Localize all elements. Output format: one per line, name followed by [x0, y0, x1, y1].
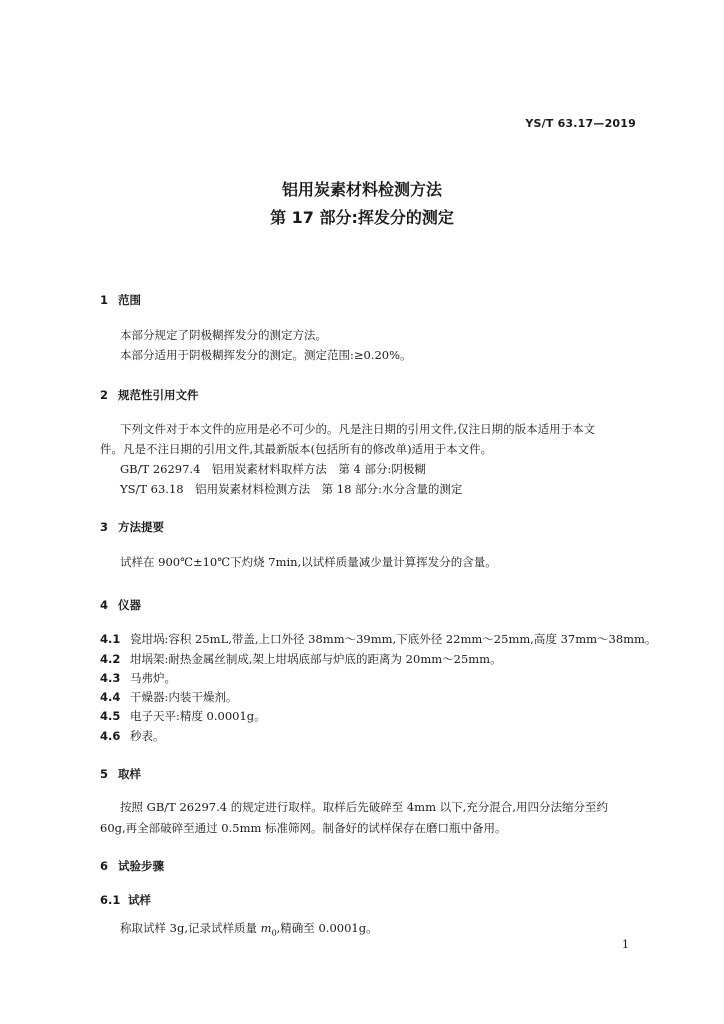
- section-1-heading: [100, 292, 141, 308]
- subsection-number: 6.1: [100, 893, 121, 907]
- section-4-heading: [100, 597, 141, 613]
- section-title: 取样: [118, 767, 141, 781]
- list-item: 4.1 瓷坩埚:容积 25mL,带盖,上口外径 38mm～39mm,下底外径 22mm～25mm,高度 37mm～38mm。: [100, 632, 657, 646]
- section-number: 5: [100, 767, 109, 781]
- section-number: 3: [100, 520, 109, 534]
- list-item: 4.6 秒表。: [100, 729, 165, 743]
- list-item: 4.5 电子天平:精度 0.0001g。: [100, 709, 266, 723]
- list-item: 4.4 干燥器:内装干燥剂。: [100, 690, 238, 704]
- section-number: 1: [100, 293, 109, 307]
- mass-variable: m: [260, 921, 272, 935]
- section-title: 范围: [118, 293, 141, 307]
- paragraph: 本部分规定了阴极糊挥发分的测定方法。: [120, 328, 327, 342]
- section-title: 规范性引用文件: [118, 388, 199, 402]
- section-6-heading: [100, 858, 164, 874]
- list-item: 4.3 马弗炉。: [100, 671, 176, 685]
- section-3-heading: [100, 519, 164, 535]
- section-title: 仪器: [118, 598, 141, 612]
- normative-reference: YS/T 63.18 铝用炭素材料检测方法 第 18 部分:水分含量的测定: [120, 482, 463, 496]
- standard-code: YS/T 63.17—2019: [525, 117, 636, 130]
- paragraph: 按照 GB/T 26297.4 的规定进行取样。取样后先破碎至 4mm 以下,充分混合,用四分法缩分至约: [120, 800, 608, 814]
- section-number: 2: [100, 388, 109, 402]
- section-number: 4: [100, 598, 109, 612]
- normative-reference: GB/T 26297.4 铝用炭素材料取样方法 第 4 部分:阴极糊: [120, 462, 426, 476]
- document-title: 铝用炭素材料检测方法: [281, 180, 442, 199]
- paragraph: 下列文件对于本文件的应用是必不可少的。凡是注日期的引用文件,仅注日期的版本适用于本文: [120, 422, 596, 436]
- subsection-title: 试样: [128, 893, 151, 907]
- page-number: 1: [622, 938, 629, 951]
- document-subtitle: 第 17 部分:挥发分的测定: [270, 208, 454, 227]
- list-item: 4.2 坩埚架:耐热金属丝制成,架上坩埚底部与炉底的距离为 20mm～25mm。: [100, 652, 502, 666]
- mass-subscript: 0: [271, 928, 277, 938]
- section-title: 试验步骤: [118, 859, 164, 873]
- section-2-heading: [100, 387, 199, 403]
- paragraph: 本部分适用于阴极糊挥发分的测定。测定范围:≥0.20%。: [120, 348, 412, 362]
- paragraph-continuation: 60g,再全部破碎至通过 0.5mm 标准筛网。制备好的试样保存在磨口瓶中备用。: [100, 821, 507, 835]
- paragraph-continuation: 件。凡是不注日期的引用文件,其最新版本(包括所有的修改单)适用于本文件。: [100, 442, 493, 456]
- subsection-6-1-heading: [100, 892, 151, 908]
- section-5-heading: [100, 766, 141, 782]
- paragraph: 试样在 900℃±10℃下灼烧 7min,以试样质量减少量计算挥发分的含量。: [120, 555, 497, 569]
- paragraph: 称取试样 3g,记录试样质量 $m_0$,精确至 0.0001g。: [120, 921, 378, 938]
- section-number: 6: [100, 859, 109, 873]
- section-title: 方法提要: [118, 520, 164, 534]
